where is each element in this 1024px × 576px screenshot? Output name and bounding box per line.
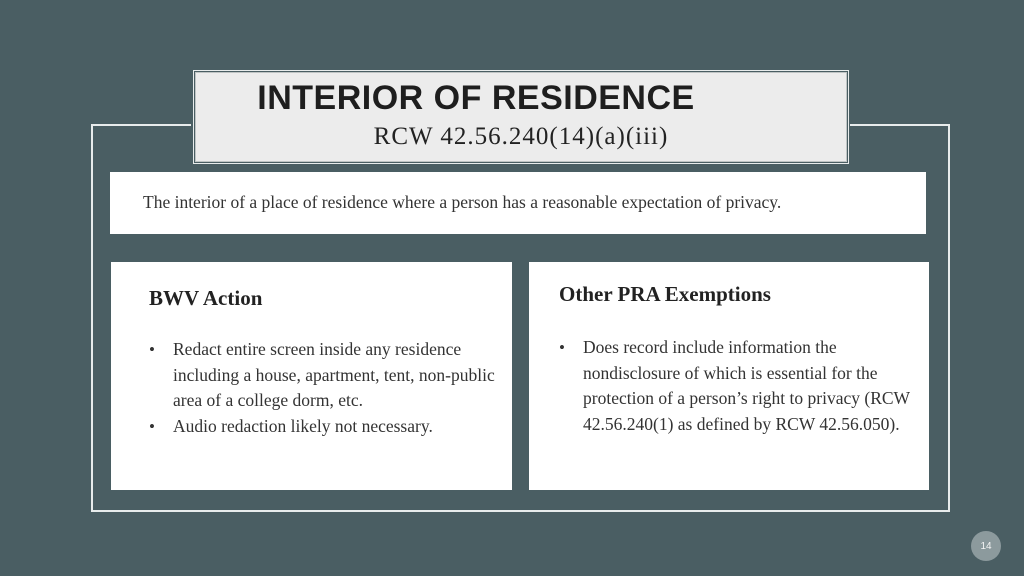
bwv-action-heading: BWV Action — [149, 286, 263, 310]
other-exemptions-heading: Other PRA Exemptions — [559, 282, 771, 306]
slide-title: INTERIOR OF RESIDENCE — [257, 79, 695, 117]
other-exemptions-card — [529, 262, 929, 490]
other-exemptions-list — [557, 335, 917, 437]
slide-subtitle: RCW 42.56.240(14)(a)(iii) — [373, 123, 669, 150]
bwv-action-list — [147, 337, 497, 439]
title-box — [195, 72, 847, 162]
description-text: The interior of a place of residence where a person has a reasonable expectation of privacy. — [143, 192, 782, 212]
list-item: • Does record include information the nondisclosure of which is essential for the protection of a person’s right to privacy (RCW 42.56.240(1) as defined by RCW 42.56.050). — [557, 335, 917, 437]
list-item: • Audio redaction likely not necessary. — [147, 414, 497, 440]
bwv-action-card — [111, 262, 512, 490]
description-box — [110, 172, 926, 234]
page-number-badge: 14 — [971, 531, 1001, 561]
frame-bottom-line — [91, 510, 950, 512]
list-item: • Redact entire screen inside any residence including a house, apartment, tent, non-public area of a college dorm, etc. — [147, 337, 497, 414]
